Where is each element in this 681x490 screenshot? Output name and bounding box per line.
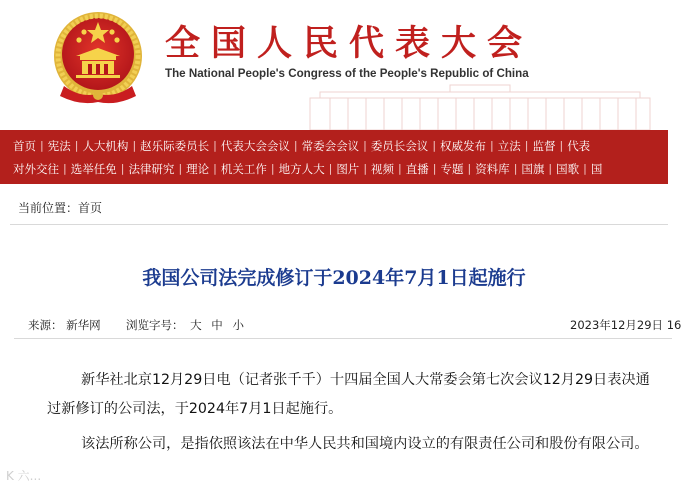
- nav-separator: |: [120, 162, 125, 175]
- nav-item-releases[interactable]: 权威发布: [440, 138, 487, 153]
- source-label: 来源：: [28, 318, 63, 332]
- nav-item-videos[interactable]: 视频: [371, 161, 395, 176]
- nav-item-office-work[interactable]: 机关工作: [220, 161, 267, 176]
- nav-item-home[interactable]: 首页: [13, 138, 36, 153]
- nav-separator: |: [363, 139, 367, 152]
- nav-separator: |: [490, 139, 494, 152]
- nav-item-constitution[interactable]: 宪法: [47, 138, 71, 153]
- great-hall-illustration: [300, 84, 668, 130]
- paragraph-2-text: 该法所称公司，是指依照该法在中华人民共和国境内设立的有限责任公司和股份有限公司。: [81, 436, 649, 452]
- nav-item-national-flag[interactable]: 国旗: [521, 161, 545, 176]
- article-paragraph: [47, 366, 659, 424]
- source-name: 新华网: [66, 318, 101, 332]
- nav-item-elections[interactable]: 选举任免: [70, 161, 117, 176]
- nav-separator: |: [432, 139, 437, 152]
- nav-item-database[interactable]: 资料库: [475, 161, 510, 176]
- nav-separator: |: [583, 162, 587, 175]
- article-title: 我国公司法完成修订于2024年7月1日起施行: [142, 267, 526, 289]
- nav-separator: |: [548, 162, 553, 175]
- national-emblem-icon[interactable]: [50, 8, 146, 108]
- nav-item-local-congresses[interactable]: 地方人大: [278, 161, 325, 176]
- watermark: K 六...: [6, 469, 42, 483]
- site-header: [0, 0, 668, 130]
- nav-item-live[interactable]: 直播: [405, 161, 429, 176]
- nav-separator: |: [432, 162, 437, 175]
- nav-separator: |: [213, 162, 217, 175]
- nav-separator: |: [293, 139, 298, 152]
- nav-separator: |: [398, 162, 402, 175]
- article-meta: [28, 317, 247, 333]
- nav-item-foreign-exchanges[interactable]: 对外交往: [13, 161, 59, 176]
- site-title-english: The National People's Congress of the People's Republic of China: [165, 67, 529, 80]
- font-size-large-button[interactable]: 大: [190, 318, 202, 332]
- article-content: [0, 184, 681, 490]
- nav-item-chairman[interactable]: 赵乐际委员长: [140, 138, 210, 153]
- nav-separator: |: [178, 162, 183, 175]
- nav-item-council-of-chairmen[interactable]: 委员长会议: [370, 138, 429, 153]
- breadcrumb-label: 当前位置：: [18, 201, 79, 215]
- nav-separator: |: [559, 139, 564, 152]
- nav-row-primary: [0, 134, 594, 157]
- nav-separator: |: [40, 139, 44, 152]
- main-navigation: [0, 130, 668, 184]
- nav-item-congress-sessions[interactable]: 代表大会会议: [220, 138, 290, 153]
- nav-item-pictures[interactable]: 图片: [336, 161, 360, 176]
- breadcrumb-home-link[interactable]: 首页: [78, 201, 103, 215]
- nav-separator: |: [213, 139, 217, 152]
- nav-item-theory[interactable]: 理论: [186, 161, 210, 176]
- nav-item-deputies[interactable]: 代表: [567, 138, 591, 153]
- nav-item-standing-committee[interactable]: 常委会会议: [301, 138, 360, 153]
- nav-separator: |: [513, 162, 518, 175]
- nav-item-npc-organs[interactable]: 人大机构: [82, 138, 129, 153]
- nav-item-legislation[interactable]: 立法: [497, 138, 521, 153]
- nav-separator: |: [74, 139, 79, 152]
- nav-row-secondary: [0, 157, 606, 180]
- nav-item-supervision[interactable]: 监督: [532, 138, 556, 153]
- font-size-medium-button[interactable]: 中: [211, 318, 223, 332]
- breadcrumb: [18, 199, 102, 216]
- site-title-chinese: 全国人民代表大会: [165, 23, 534, 64]
- nav-item-national-emblem[interactable]: 国: [590, 161, 603, 176]
- font-size-label: 浏览字号：: [125, 318, 184, 332]
- publish-date: 2023年12月29日 16: [570, 318, 681, 332]
- nav-separator: |: [363, 162, 368, 175]
- font-size-small-button[interactable]: 小: [232, 318, 244, 332]
- article-paragraph: [47, 430, 659, 459]
- nav-separator: |: [63, 162, 67, 175]
- nav-item-legal-research[interactable]: 法律研究: [128, 161, 175, 176]
- nav-separator: |: [467, 162, 472, 175]
- divider: [10, 224, 668, 225]
- nav-separator: |: [270, 162, 275, 175]
- nav-separator: |: [328, 162, 333, 175]
- paragraph-1-text: 新华社北京12月29日电（记者张千千）十四届全国人大常委会第七次会议12月29日表决通过新修订的公司法，于2024年7月1日起施行。: [47, 372, 650, 417]
- divider: [14, 338, 672, 339]
- nav-separator: |: [524, 139, 529, 152]
- nav-separator: |: [132, 139, 137, 152]
- nav-item-topics[interactable]: 专题: [440, 161, 464, 176]
- nav-item-national-anthem[interactable]: 国歌: [556, 161, 580, 176]
